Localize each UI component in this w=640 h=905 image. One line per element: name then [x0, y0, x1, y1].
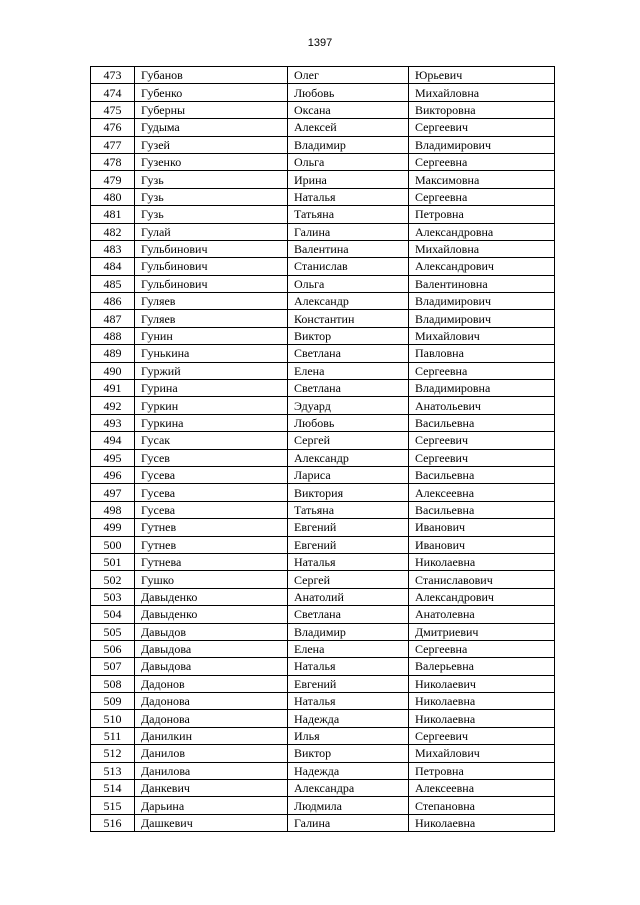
- first-name-cell: Наталья: [288, 188, 409, 205]
- first-name-cell: Евгений: [288, 536, 409, 553]
- first-name-cell: Елена: [288, 362, 409, 379]
- row-number-cell: 493: [91, 414, 135, 431]
- patronymic-cell: Валерьевна: [409, 658, 555, 675]
- patronymic-cell: Сергеевич: [409, 119, 555, 136]
- patronymic-cell: Владимирович: [409, 310, 555, 327]
- row-number-cell: 482: [91, 223, 135, 240]
- row-number-cell: 501: [91, 553, 135, 570]
- table-row: [91, 293, 555, 310]
- first-name-cell: Любовь: [288, 84, 409, 101]
- last-name-cell: Данилов: [135, 745, 288, 762]
- patronymic-cell: Викторовна: [409, 101, 555, 118]
- row-number-cell: 504: [91, 606, 135, 623]
- first-name-cell: Галина: [288, 223, 409, 240]
- first-name-cell: Владимир: [288, 136, 409, 153]
- row-number-cell: 502: [91, 571, 135, 588]
- patronymic-cell: Николаевна: [409, 553, 555, 570]
- last-name-cell: Гузь: [135, 171, 288, 188]
- last-name-cell: Гутнев: [135, 519, 288, 536]
- row-number-cell: 503: [91, 588, 135, 605]
- patronymic-cell: Михайлович: [409, 327, 555, 344]
- row-number-cell: 510: [91, 710, 135, 727]
- row-number-cell: 475: [91, 101, 135, 118]
- patronymic-cell: Анатолевна: [409, 606, 555, 623]
- names-table-body: [91, 67, 555, 832]
- row-number-cell: 516: [91, 814, 135, 831]
- last-name-cell: Гузь: [135, 188, 288, 205]
- last-name-cell: Губанов: [135, 67, 288, 84]
- last-name-cell: Гузенко: [135, 153, 288, 170]
- first-name-cell: Оксана: [288, 101, 409, 118]
- table-row: [91, 153, 555, 170]
- first-name-cell: Любовь: [288, 414, 409, 431]
- patronymic-cell: Петровна: [409, 206, 555, 223]
- first-name-cell: Александр: [288, 293, 409, 310]
- first-name-cell: Ольга: [288, 153, 409, 170]
- last-name-cell: Гуркин: [135, 397, 288, 414]
- last-name-cell: Гушко: [135, 571, 288, 588]
- row-number-cell: 484: [91, 258, 135, 275]
- patronymic-cell: Николаевна: [409, 693, 555, 710]
- row-number-cell: 513: [91, 762, 135, 779]
- table-row: [91, 814, 555, 831]
- table-row: [91, 397, 555, 414]
- table-row: [91, 136, 555, 153]
- row-number-cell: 497: [91, 484, 135, 501]
- patronymic-cell: Сергеевна: [409, 362, 555, 379]
- row-number-cell: 489: [91, 345, 135, 362]
- last-name-cell: Гунькина: [135, 345, 288, 362]
- first-name-cell: Светлана: [288, 606, 409, 623]
- last-name-cell: Давыденко: [135, 606, 288, 623]
- table-row: [91, 188, 555, 205]
- patronymic-cell: Павловна: [409, 345, 555, 362]
- first-name-cell: Алексей: [288, 119, 409, 136]
- row-number-cell: 512: [91, 745, 135, 762]
- patronymic-cell: Сергеевна: [409, 640, 555, 657]
- first-name-cell: Виктор: [288, 327, 409, 344]
- row-number-cell: 508: [91, 675, 135, 692]
- last-name-cell: Дадонова: [135, 693, 288, 710]
- last-name-cell: Гуркина: [135, 414, 288, 431]
- first-name-cell: Анатолий: [288, 588, 409, 605]
- row-number-cell: 495: [91, 449, 135, 466]
- row-number-cell: 481: [91, 206, 135, 223]
- table-row: [91, 206, 555, 223]
- patronymic-cell: Сергеевна: [409, 153, 555, 170]
- last-name-cell: Гуляев: [135, 310, 288, 327]
- last-name-cell: Гусев: [135, 449, 288, 466]
- last-name-cell: Данкевич: [135, 780, 288, 797]
- table-row: [91, 362, 555, 379]
- patronymic-cell: Владимировна: [409, 380, 555, 397]
- first-name-cell: Сергей: [288, 571, 409, 588]
- last-name-cell: Гусева: [135, 501, 288, 518]
- patronymic-cell: Владимирович: [409, 293, 555, 310]
- row-number-cell: 474: [91, 84, 135, 101]
- last-name-cell: Губенко: [135, 84, 288, 101]
- row-number-cell: 479: [91, 171, 135, 188]
- last-name-cell: Дарьина: [135, 797, 288, 814]
- patronymic-cell: Николаевна: [409, 710, 555, 727]
- last-name-cell: Давыденко: [135, 588, 288, 605]
- table-row: [91, 640, 555, 657]
- table-row: [91, 693, 555, 710]
- row-number-cell: 509: [91, 693, 135, 710]
- patronymic-cell: Станиславович: [409, 571, 555, 588]
- patronymic-cell: Юрьевич: [409, 67, 555, 84]
- table-row: [91, 501, 555, 518]
- first-name-cell: Виктор: [288, 745, 409, 762]
- table-row: [91, 745, 555, 762]
- table-row: [91, 571, 555, 588]
- first-name-cell: Константин: [288, 310, 409, 327]
- row-number-cell: 478: [91, 153, 135, 170]
- row-number-cell: 507: [91, 658, 135, 675]
- patronymic-cell: Максимовна: [409, 171, 555, 188]
- last-name-cell: Гульбинович: [135, 275, 288, 292]
- patronymic-cell: Александровна: [409, 223, 555, 240]
- row-number-cell: 494: [91, 432, 135, 449]
- table-row: [91, 466, 555, 483]
- table-row: [91, 240, 555, 257]
- table-row: [91, 380, 555, 397]
- patronymic-cell: Александрович: [409, 588, 555, 605]
- table-row: [91, 432, 555, 449]
- last-name-cell: Гусева: [135, 466, 288, 483]
- row-number-cell: 511: [91, 727, 135, 744]
- first-name-cell: Виктория: [288, 484, 409, 501]
- row-number-cell: 485: [91, 275, 135, 292]
- patronymic-cell: Сергеевич: [409, 432, 555, 449]
- patronymic-cell: Алексеевна: [409, 780, 555, 797]
- row-number-cell: 505: [91, 623, 135, 640]
- first-name-cell: Александра: [288, 780, 409, 797]
- last-name-cell: Гусева: [135, 484, 288, 501]
- first-name-cell: Валентина: [288, 240, 409, 257]
- table-row: [91, 101, 555, 118]
- row-number-cell: 506: [91, 640, 135, 657]
- last-name-cell: Данилова: [135, 762, 288, 779]
- patronymic-cell: Сергеевич: [409, 449, 555, 466]
- last-name-cell: Гусак: [135, 432, 288, 449]
- row-number-cell: 488: [91, 327, 135, 344]
- first-name-cell: Александр: [288, 449, 409, 466]
- last-name-cell: Гунин: [135, 327, 288, 344]
- table-row: [91, 171, 555, 188]
- last-name-cell: Гудыма: [135, 119, 288, 136]
- table-row: [91, 553, 555, 570]
- last-name-cell: Гульбинович: [135, 240, 288, 257]
- first-name-cell: Илья: [288, 727, 409, 744]
- last-name-cell: Дашкевич: [135, 814, 288, 831]
- table-row: [91, 536, 555, 553]
- last-name-cell: Давыдов: [135, 623, 288, 640]
- table-row: [91, 484, 555, 501]
- last-name-cell: Дадонова: [135, 710, 288, 727]
- table-row: [91, 119, 555, 136]
- first-name-cell: Елена: [288, 640, 409, 657]
- table-row: [91, 675, 555, 692]
- row-number-cell: 491: [91, 380, 135, 397]
- row-number-cell: 499: [91, 519, 135, 536]
- first-name-cell: Татьяна: [288, 206, 409, 223]
- patronymic-cell: Александрович: [409, 258, 555, 275]
- patronymic-cell: Дмитриевич: [409, 623, 555, 640]
- first-name-cell: Надежда: [288, 710, 409, 727]
- last-name-cell: Гурина: [135, 380, 288, 397]
- patronymic-cell: Васильевна: [409, 501, 555, 518]
- first-name-cell: Лариса: [288, 466, 409, 483]
- row-number-cell: 498: [91, 501, 135, 518]
- first-name-cell: Наталья: [288, 658, 409, 675]
- table-row: [91, 727, 555, 744]
- last-name-cell: Губерны: [135, 101, 288, 118]
- patronymic-cell: Михайлович: [409, 745, 555, 762]
- table-row: [91, 588, 555, 605]
- first-name-cell: Наталья: [288, 553, 409, 570]
- first-name-cell: Галина: [288, 814, 409, 831]
- row-number-cell: 476: [91, 119, 135, 136]
- first-name-cell: Ольга: [288, 275, 409, 292]
- first-name-cell: Татьяна: [288, 501, 409, 518]
- last-name-cell: Гуляев: [135, 293, 288, 310]
- patronymic-cell: Михайловна: [409, 84, 555, 101]
- patronymic-cell: Сергеевич: [409, 727, 555, 744]
- table-row: [91, 414, 555, 431]
- first-name-cell: Владимир: [288, 623, 409, 640]
- table-row: [91, 519, 555, 536]
- first-name-cell: Ирина: [288, 171, 409, 188]
- row-number-cell: 487: [91, 310, 135, 327]
- first-name-cell: Эдуард: [288, 397, 409, 414]
- patronymic-cell: Васильевна: [409, 466, 555, 483]
- table-row: [91, 623, 555, 640]
- row-number-cell: 483: [91, 240, 135, 257]
- names-table: [90, 66, 555, 832]
- first-name-cell: Людмила: [288, 797, 409, 814]
- last-name-cell: Гулай: [135, 223, 288, 240]
- table-row: [91, 449, 555, 466]
- row-number-cell: 490: [91, 362, 135, 379]
- patronymic-cell: Степановна: [409, 797, 555, 814]
- table-row: [91, 345, 555, 362]
- table-row: [91, 67, 555, 84]
- first-name-cell: Светлана: [288, 345, 409, 362]
- last-name-cell: Гузь: [135, 206, 288, 223]
- patronymic-cell: Валентиновна: [409, 275, 555, 292]
- patronymic-cell: Анатольевич: [409, 397, 555, 414]
- table-row: [91, 258, 555, 275]
- table-row: [91, 606, 555, 623]
- table-row: [91, 762, 555, 779]
- table-row: [91, 310, 555, 327]
- patronymic-cell: Михайловна: [409, 240, 555, 257]
- patronymic-cell: Иванович: [409, 536, 555, 553]
- table-row: [91, 275, 555, 292]
- row-number-cell: 486: [91, 293, 135, 310]
- patronymic-cell: Петровна: [409, 762, 555, 779]
- last-name-cell: Дадонов: [135, 675, 288, 692]
- table-row: [91, 797, 555, 814]
- last-name-cell: Давыдова: [135, 658, 288, 675]
- last-name-cell: Гутнев: [135, 536, 288, 553]
- last-name-cell: Гутнева: [135, 553, 288, 570]
- patronymic-cell: Николаевич: [409, 675, 555, 692]
- row-number-cell: 496: [91, 466, 135, 483]
- table-row: [91, 84, 555, 101]
- row-number-cell: 473: [91, 67, 135, 84]
- table-row: [91, 327, 555, 344]
- patronymic-cell: Владимирович: [409, 136, 555, 153]
- patronymic-cell: Васильевна: [409, 414, 555, 431]
- table-row: [91, 658, 555, 675]
- first-name-cell: Сергей: [288, 432, 409, 449]
- page-number: 1397: [307, 37, 333, 49]
- table-row: [91, 710, 555, 727]
- row-number-cell: 514: [91, 780, 135, 797]
- first-name-cell: Евгений: [288, 519, 409, 536]
- row-number-cell: 477: [91, 136, 135, 153]
- table-row: [91, 780, 555, 797]
- patronymic-cell: Алексеевна: [409, 484, 555, 501]
- first-name-cell: Наталья: [288, 693, 409, 710]
- row-number-cell: 500: [91, 536, 135, 553]
- row-number-cell: 480: [91, 188, 135, 205]
- row-number-cell: 515: [91, 797, 135, 814]
- patronymic-cell: Николаевна: [409, 814, 555, 831]
- first-name-cell: Олег: [288, 67, 409, 84]
- first-name-cell: Евгений: [288, 675, 409, 692]
- patronymic-cell: Сергеевна: [409, 188, 555, 205]
- row-number-cell: 492: [91, 397, 135, 414]
- table-row: [91, 223, 555, 240]
- patronymic-cell: Иванович: [409, 519, 555, 536]
- last-name-cell: Гуржий: [135, 362, 288, 379]
- first-name-cell: Станислав: [288, 258, 409, 275]
- last-name-cell: Гульбинович: [135, 258, 288, 275]
- last-name-cell: Давыдова: [135, 640, 288, 657]
- first-name-cell: Надежда: [288, 762, 409, 779]
- last-name-cell: Данилкин: [135, 727, 288, 744]
- first-name-cell: Светлана: [288, 380, 409, 397]
- last-name-cell: Гузей: [135, 136, 288, 153]
